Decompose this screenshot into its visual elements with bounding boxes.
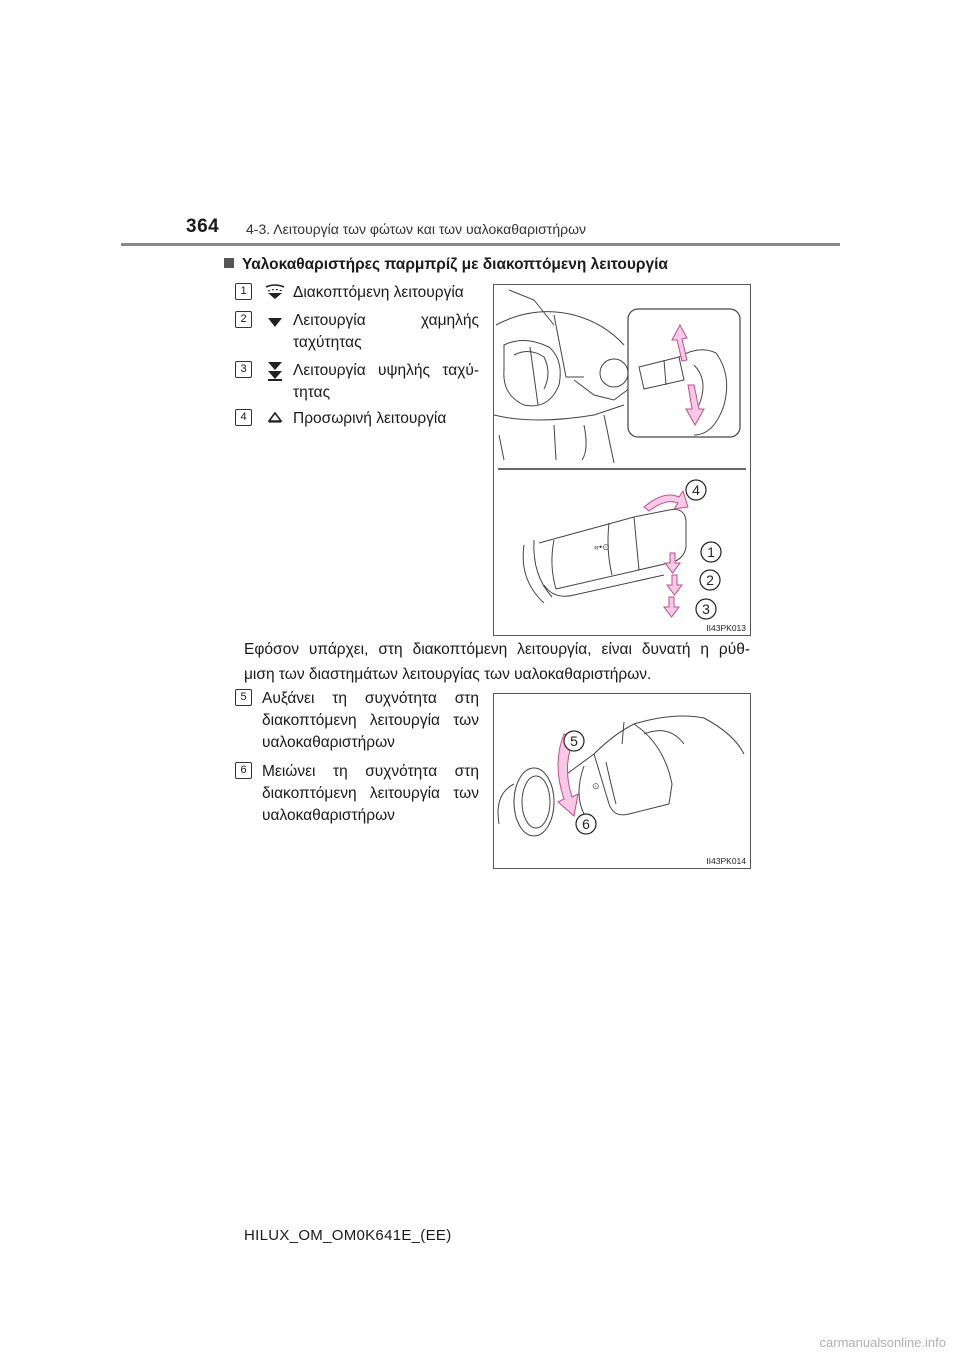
item-5-line-3: υαλοκαθαριστήρων [262,734,395,751]
mist-icon [267,411,283,423]
item-text-5 [262,688,479,754]
item-number-1: 1 [235,283,252,300]
item-6-line-3: υαλοκαθαριστήρων [262,807,395,824]
footer-doc-code: HILUX_OM_OM0K641E_(EE) [244,1227,452,1244]
watermark: carmanualsonline.info [819,1335,946,1350]
item-number-2: 2 [235,311,252,328]
header-rule [121,243,840,246]
item-3-line-1: Λειτουργία υψηλής ταχύ- [293,362,479,379]
svg-text:⊙: ⊙ [592,781,600,791]
figure1-code: II43PK013 [706,623,746,633]
callout-4: 4 [692,482,700,498]
item-4-line: Προσωρινή λειτουργία [293,410,447,427]
figure-interval-ring [493,693,751,869]
figure1-callouts [686,480,721,619]
item-6-line-1: Μειώνει τη συχνότητα στη [262,763,479,780]
item-1-line: Διακοπτόμενη λειτουργία [293,284,464,301]
section-heading-text: Υαλοκαθαριστήρες παρμπρίζ με διακοπτόμενη λειτουργία [242,256,668,273]
item-text-3 [293,360,479,404]
callout-5: 5 [570,733,578,749]
page-number: 364 [186,216,220,237]
item-6-line-2: διακοπτόμενη λειτουργία των [262,785,479,802]
figure2-code: II43PK014 [706,856,746,866]
low-speed-icon [266,316,284,328]
chapter-title: 4-3. Λειτουργία των φώτων και των υαλοκαθαριστήρων [246,221,587,237]
callout-3: 3 [702,601,710,617]
interval-ring-illustration [494,694,750,868]
heading-square-icon [224,258,234,268]
item-text-2 [293,310,479,354]
item-3-line-2: τητας [293,384,331,401]
item-text-1 [293,282,479,304]
item-number-6: 6 [235,762,252,779]
item-number-5: 5 [235,689,252,706]
svg-text:«•⊙: «•⊙ [594,542,610,552]
figure-wiper-lever [493,284,751,636]
item-text-6 [262,761,479,827]
paragraph-line-1: Εφόσον υπάρχει, στη διακοπτόμενη λειτουργία, είναι δυνατή η ρύθ- [244,641,750,658]
intermittent-wiper-icon [264,284,286,300]
callout-2: 2 [706,572,714,588]
item-2-line-2: ταχύτητας [293,334,362,351]
paragraph-line-2: μιση των διαστημάτων λειτουργίας των υαλοκαθαριστήρων. [244,666,652,683]
item-number-4: 4 [235,409,252,426]
item-text-4 [293,408,479,430]
item-5-line-1: Αυξάνει τη συχνότητα στη [262,690,479,707]
high-speed-icon [266,360,284,382]
wiper-lever-illustration [494,285,750,635]
item-5-line-2: διακοπτόμενη λειτουργία των [262,712,479,729]
section-heading [224,256,668,274]
item-number-3: 3 [235,361,252,378]
item-2-line-1: Λειτουργία χαμηλής [293,312,479,329]
callout-1: 1 [707,544,715,560]
body-paragraph [244,637,750,687]
callout-6: 6 [582,816,590,832]
